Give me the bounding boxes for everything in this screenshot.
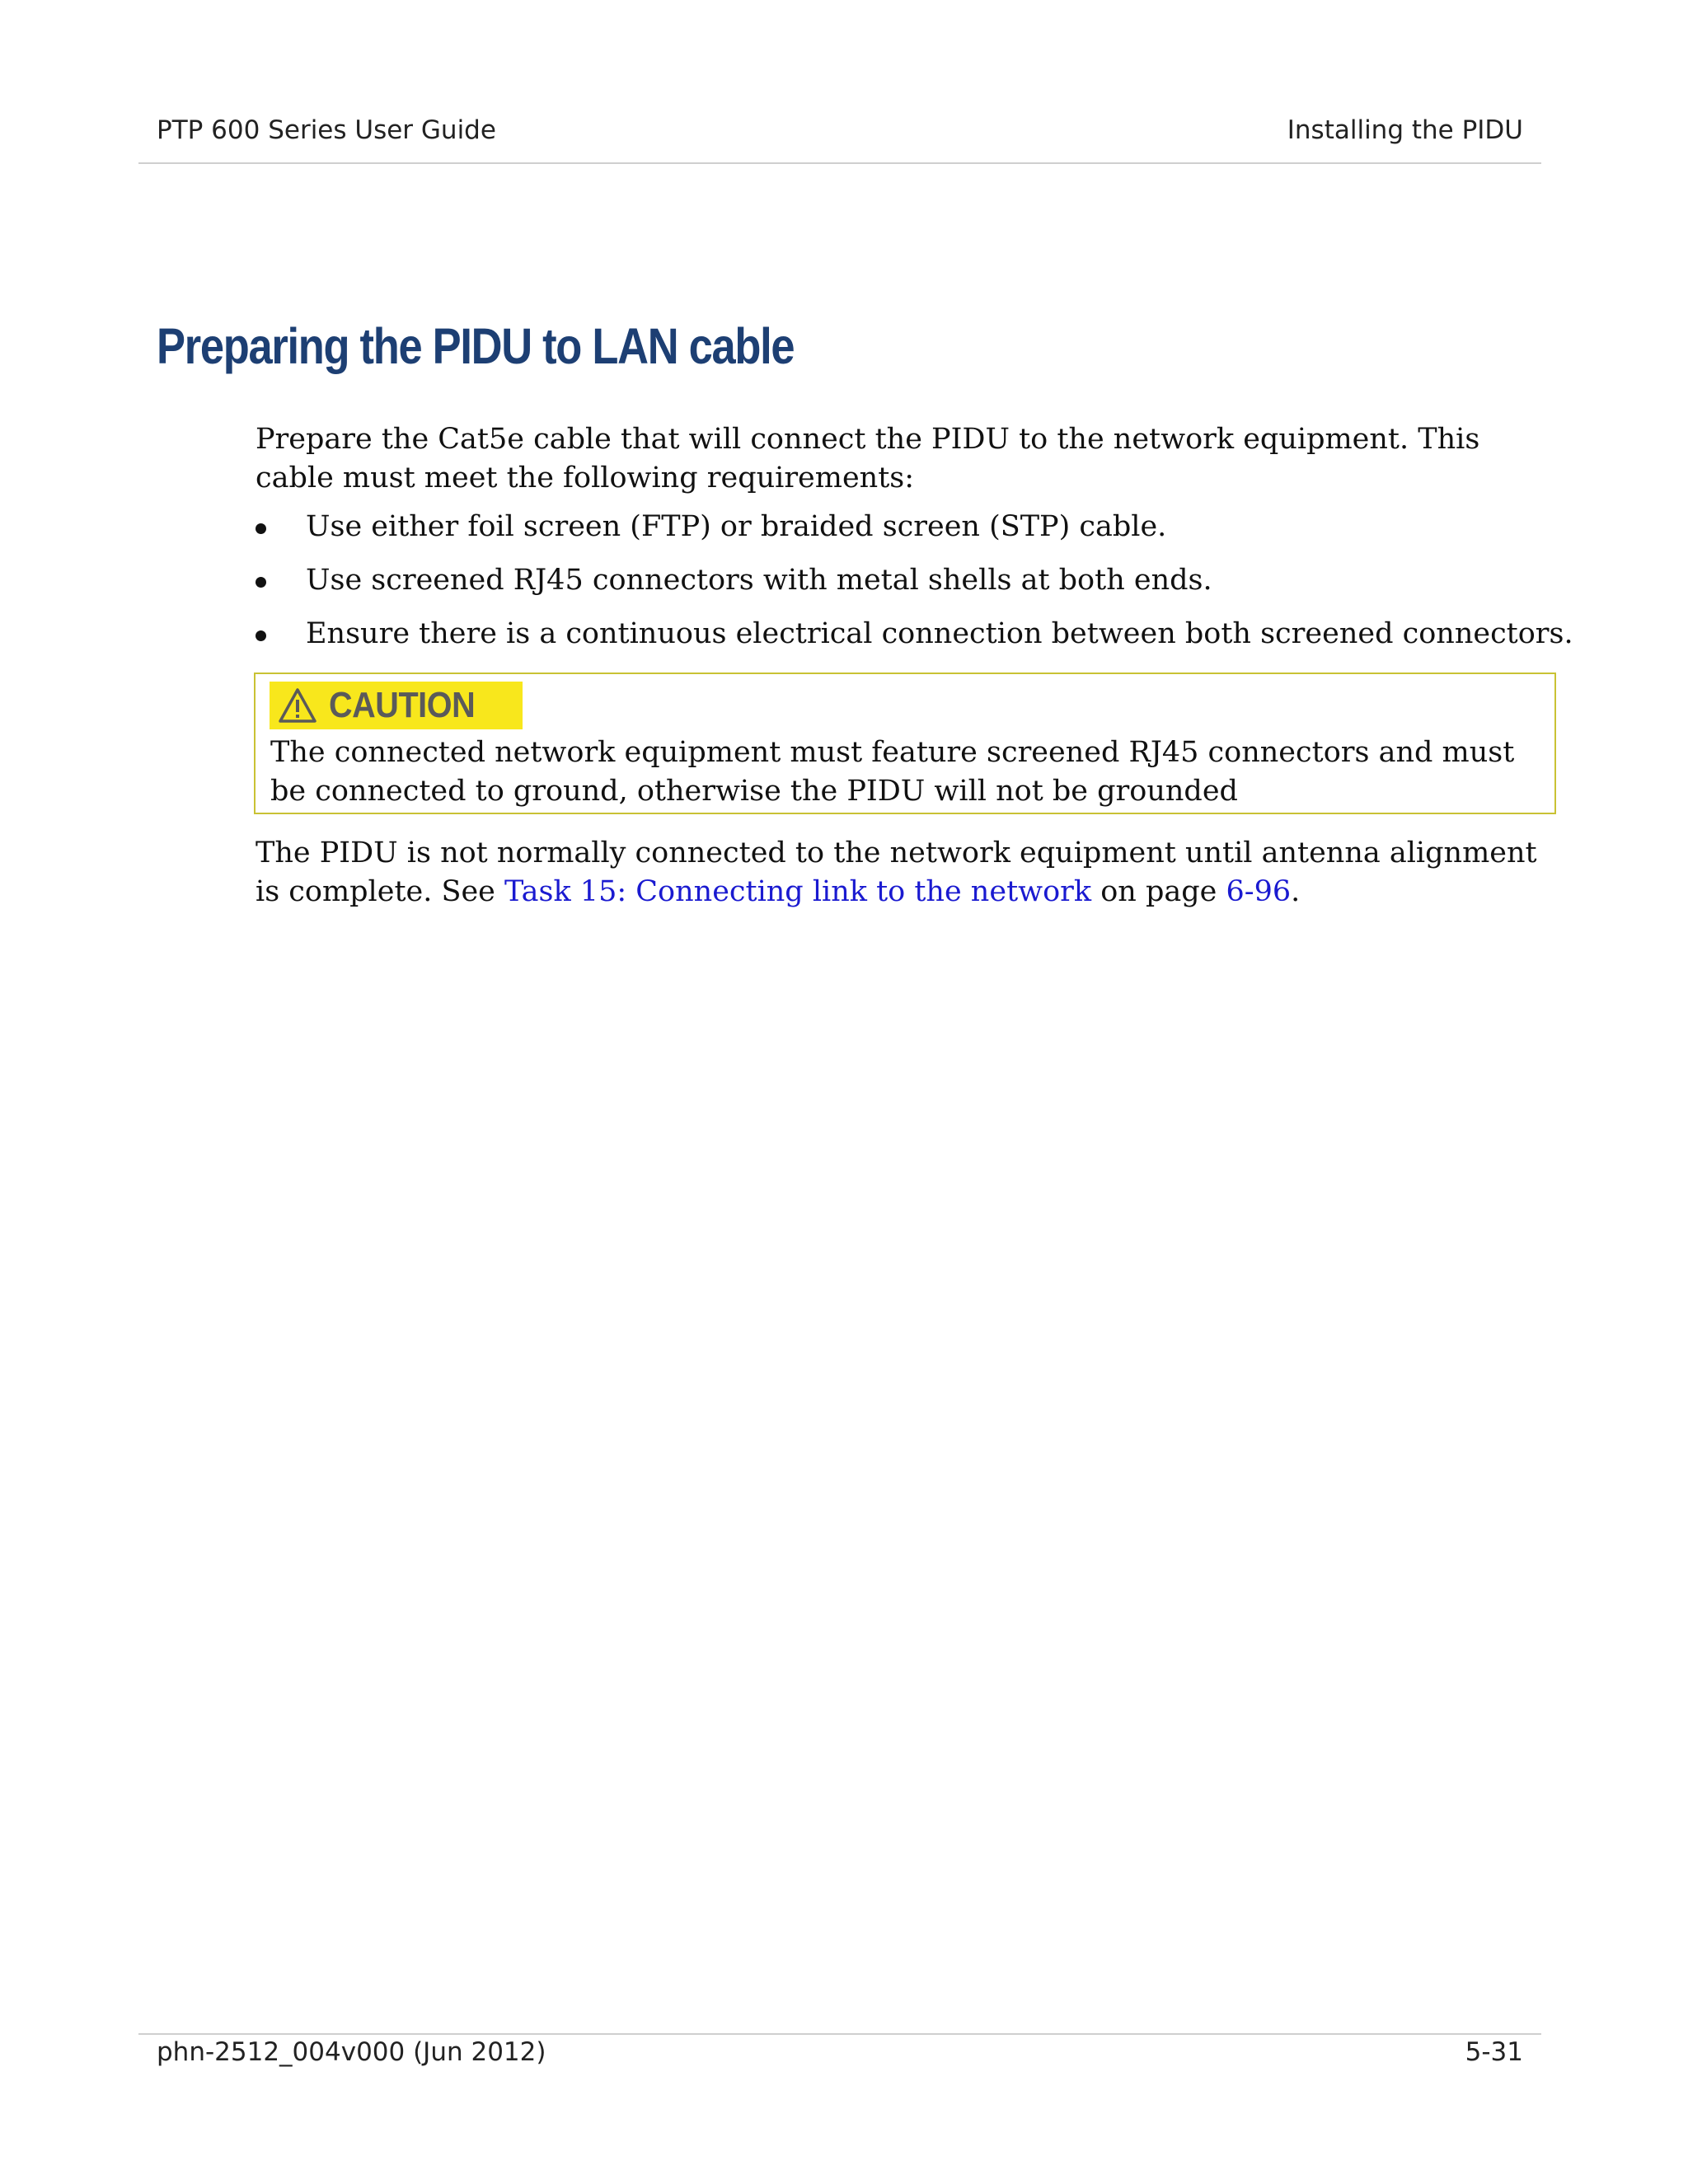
caution-box — [254, 673, 1556, 814]
closing-text-after: . — [1291, 875, 1301, 908]
task-15-link[interactable]: Task 15: Connecting link to the network — [504, 875, 1092, 908]
closing-text-middle: on page — [1091, 875, 1226, 908]
header-document-title: PTP 600 Series User Guide — [157, 115, 496, 145]
warning-triangle-icon — [278, 687, 317, 724]
requirements-list — [256, 508, 1573, 654]
page-header — [157, 115, 1523, 148]
list-item-text: Use either foil screen (FTP) or braided screen (STP) cable. — [306, 510, 1167, 543]
bullet-icon — [256, 577, 266, 588]
list-item — [256, 561, 1550, 600]
requirements-section — [256, 420, 1573, 668]
intro-paragraph: Prepare the Cat5e cable that will connect the PIDU to the network equipment. This cable must meet the following requirements: — [256, 423, 1480, 494]
list-item — [256, 508, 1550, 546]
list-item — [256, 615, 1573, 654]
page-ref-link[interactable]: 6-96 — [1226, 875, 1292, 908]
header-chapter-title: Installing the PIDU — [1287, 115, 1523, 145]
footer-document-id: phn-2512_004v000 (Jun 2012) — [157, 2037, 546, 2067]
page-title: Preparing the PIDU to LAN cable — [157, 318, 795, 374]
caution-badge — [270, 682, 523, 729]
page-footer — [157, 2037, 1523, 2070]
caution-text: The connected network equipment must feature screened RJ45 connectors and must be connected to ground, otherwise the PIDU will not be grounded — [270, 736, 1515, 808]
list-item-text: Use screened RJ45 connectors with metal shells at both ends. — [306, 564, 1212, 597]
bullet-icon — [256, 523, 266, 534]
closing-paragraph — [256, 834, 1558, 912]
footer-divider — [138, 2033, 1541, 2035]
caution-label: CAUTION — [329, 685, 476, 725]
closing-text-before: The PIDU is not normally connected to the network equipment until antenna alignment is complete. See — [256, 837, 1537, 908]
header-divider — [138, 162, 1541, 164]
list-item-text: Ensure there is a continuous electrical connection between both screened connectors. — [306, 617, 1573, 650]
footer-page-number: 5-31 — [1465, 2037, 1523, 2067]
bullet-icon — [256, 630, 266, 641]
